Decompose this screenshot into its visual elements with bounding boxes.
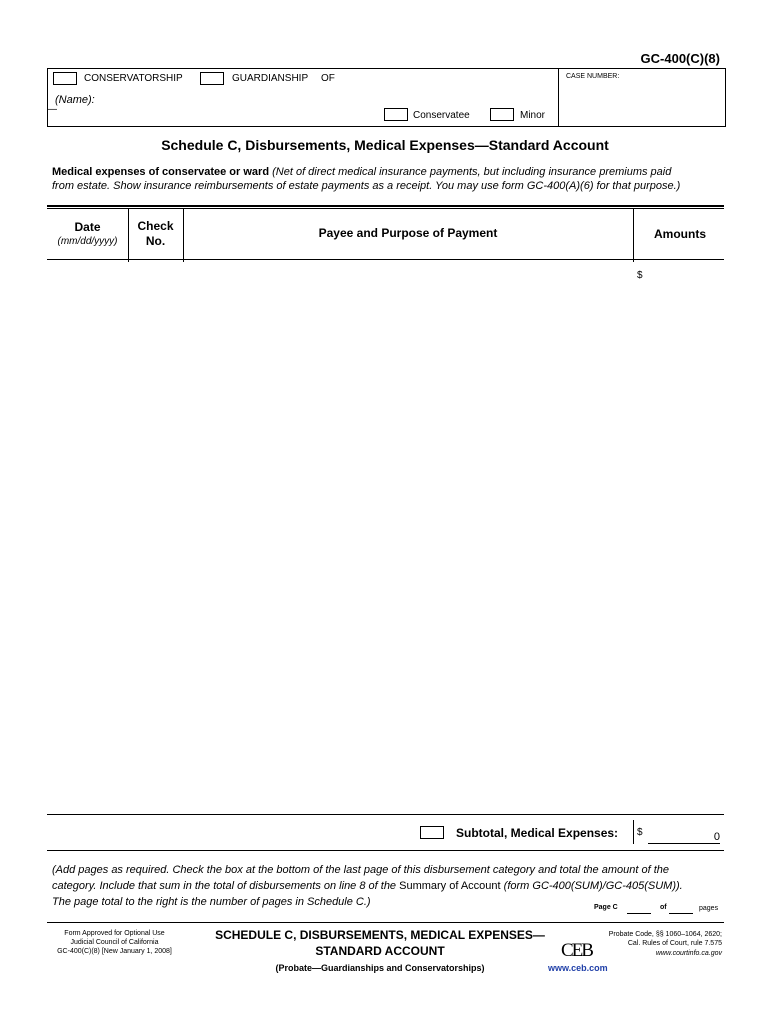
table-top-rule-2 — [47, 208, 724, 209]
subtotal-dollar-sign: $ — [637, 827, 643, 838]
footer-rule — [47, 922, 724, 923]
subtotal-value: 0 — [713, 831, 720, 843]
notes-line-2 — [52, 880, 683, 892]
page-label: Page C — [594, 904, 618, 911]
schedule-title: Schedule C, Disbursements, Medical Expenses—Standard Account — [161, 137, 609, 153]
table-top-rule — [47, 205, 724, 207]
payee-header: Payee and Purpose of Payment — [318, 226, 498, 240]
footer-left-1: Form Approved for Optional Use — [64, 930, 165, 937]
conservatee-label: Conservatee — [413, 110, 470, 121]
guardianship-label: GUARDIANSHIP — [232, 73, 309, 84]
subtotal-label: Subtotal, Medical Expenses: — [456, 826, 619, 840]
conservatorship-label: CONSERVATORSHIP — [84, 73, 183, 84]
conservatorship-checkbox[interactable] — [53, 72, 77, 85]
footer-right-2: Cal. Rules of Court, rule 7.575 — [627, 940, 722, 947]
courtinfo-link[interactable]: www.courtinfo.ca.gov — [655, 950, 722, 957]
subtotal-divider — [633, 820, 634, 844]
check-header-1: Check — [137, 219, 174, 233]
case-number-input[interactable] — [566, 86, 716, 116]
footer-right-1: Probate Code, §§ 1060–1064, 2620; — [608, 931, 722, 938]
amounts-header: Amounts — [654, 227, 706, 241]
name-dash: — — [47, 104, 57, 115]
instructions-line-1 — [52, 166, 671, 178]
amounts-dollar-sign: $ — [637, 270, 643, 281]
instructions-italic-1: (Net of direct medical insurance payments, but including insurance premiums paid — [272, 166, 672, 178]
notes-line-2-a: category. Include that sum in the total of disbursements on line 8 of the — [52, 880, 400, 892]
table-bottom-rule — [47, 814, 724, 815]
form-id: GC-400(C)(8) — [640, 51, 720, 66]
instructions-line-2: from estate. Show insurance reimbursements of estate payments as a receipt. You may use form GC-400(A)(6) for that purpose.) — [52, 180, 681, 192]
date-column-input[interactable] — [50, 262, 129, 814]
minor-checkbox[interactable] — [490, 108, 514, 121]
notes-line-3: The page total to the right is the number of pages in Schedule C.) — [52, 896, 371, 908]
total-pages-input[interactable] — [669, 902, 693, 914]
date-format: (mm/dd/yyyy) — [57, 236, 118, 247]
footer-title-2: STANDARD ACCOUNT — [315, 944, 445, 958]
pages-label: pages — [699, 905, 719, 912]
conservatee-checkbox[interactable] — [384, 108, 408, 121]
subtotal-underline — [648, 843, 720, 844]
caption-divider — [558, 68, 559, 126]
notes-line-2-c: (form GC-400(SUM)/GC-405(SUM)). — [500, 880, 683, 892]
notes-line-2-b: Summary of Account — [399, 880, 501, 892]
footer-left-2: Judicial Council of California — [70, 939, 159, 946]
payee-column-input[interactable] — [186, 262, 634, 814]
notes-rule — [47, 850, 724, 851]
case-number-label: CASE NUMBER: — [566, 73, 620, 80]
check-header-2: No. — [145, 234, 166, 248]
ceb-logo: CEB — [561, 940, 592, 961]
of-label: OF — [321, 73, 335, 84]
date-header: Date — [74, 220, 101, 234]
page-number-input[interactable] — [627, 902, 651, 914]
minor-label: Minor — [520, 110, 546, 121]
amounts-column-input[interactable] — [646, 262, 726, 814]
ceb-website-link[interactable]: www.ceb.com — [548, 963, 608, 973]
instructions-bold: Medical expenses of conservatee or ward — [52, 166, 270, 178]
table-header-rule — [47, 259, 724, 260]
check-column-input[interactable] — [131, 262, 184, 814]
footer-title-1: SCHEDULE C, DISBURSEMENTS, MEDICAL EXPENSES— — [215, 928, 545, 942]
guardianship-checkbox[interactable] — [200, 72, 224, 85]
page-of-label: of — [660, 904, 667, 911]
footer-left-3: GC-400(C)(8) [New January 1, 2008] — [57, 948, 172, 955]
notes-line-1: (Add pages as required. Check the box at the bottom of the last page of this disbursement category and total the amount of the — [52, 864, 669, 876]
name-label: (Name): — [55, 94, 95, 106]
name-input[interactable] — [102, 92, 542, 106]
subtotal-final-page-checkbox[interactable] — [420, 826, 444, 839]
footer-subtitle: (Probate—Guardianships and Conservatorships) — [275, 963, 485, 973]
